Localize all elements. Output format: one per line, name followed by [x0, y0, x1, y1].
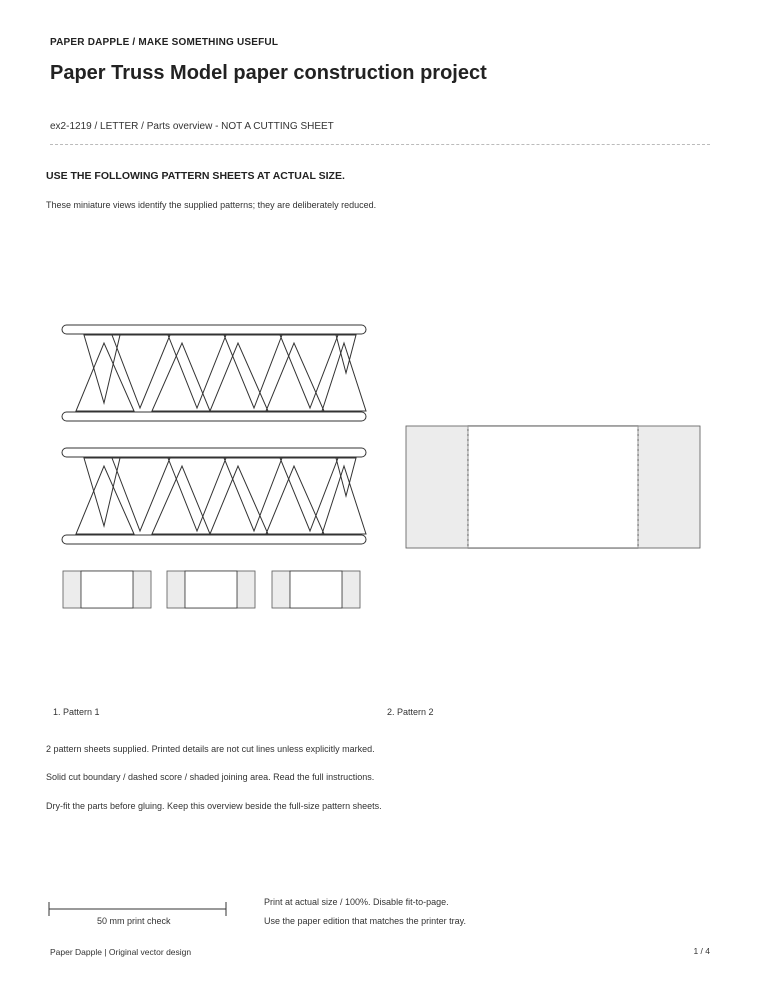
body-line-3: Dry-fit the parts before gluing. Keep this overview beside the full-size pattern sheets. [46, 801, 382, 811]
pattern-2-caption: 2. Pattern 2 [387, 707, 434, 717]
page-title: Paper Truss Model paper construction project [50, 62, 487, 84]
footer-credit: Paper Dapple | Original vector design [50, 947, 192, 957]
body-line-2: Solid cut boundary / dashed score / shaded joining area. Read the full instructions. [46, 772, 375, 782]
brand-line: PAPER DAPPLE / MAKE SOMETHING USEFUL [50, 37, 279, 48]
print-instruction-1: Print at actual size / 100%. Disable fit-to-page. [264, 897, 449, 907]
pattern-1-preview [56, 318, 376, 618]
truss-piece-2 [62, 448, 366, 544]
connector-tab-2 [167, 571, 255, 608]
instructions-note: These miniature views identify the supplied patterns; they are deliberately reduced. [46, 200, 377, 210]
truss-piece-1 [62, 325, 366, 421]
pattern-2-preview [404, 424, 704, 554]
body-line-1: 2 pattern sheets supplied. Printed details are not cut lines unless explicitly marked. [46, 744, 375, 754]
connector-tab-3 [272, 571, 360, 608]
document-meta: ex2-1219 / LETTER / Parts overview - NOT A CUTTING SHEET [50, 121, 334, 132]
page-number: 1 / 4 [693, 946, 710, 956]
instructions-heading: USE THE FOLLOWING PATTERN SHEETS AT ACTUAL SIZE. [46, 170, 345, 182]
print-instruction-2: Use the paper edition that matches the printer tray. [264, 916, 466, 926]
print-check-label: 50 mm print check [97, 916, 171, 926]
pattern-1-caption: 1. Pattern 1 [53, 707, 100, 717]
header-divider [50, 144, 710, 145]
connector-tab-1 [63, 571, 151, 608]
